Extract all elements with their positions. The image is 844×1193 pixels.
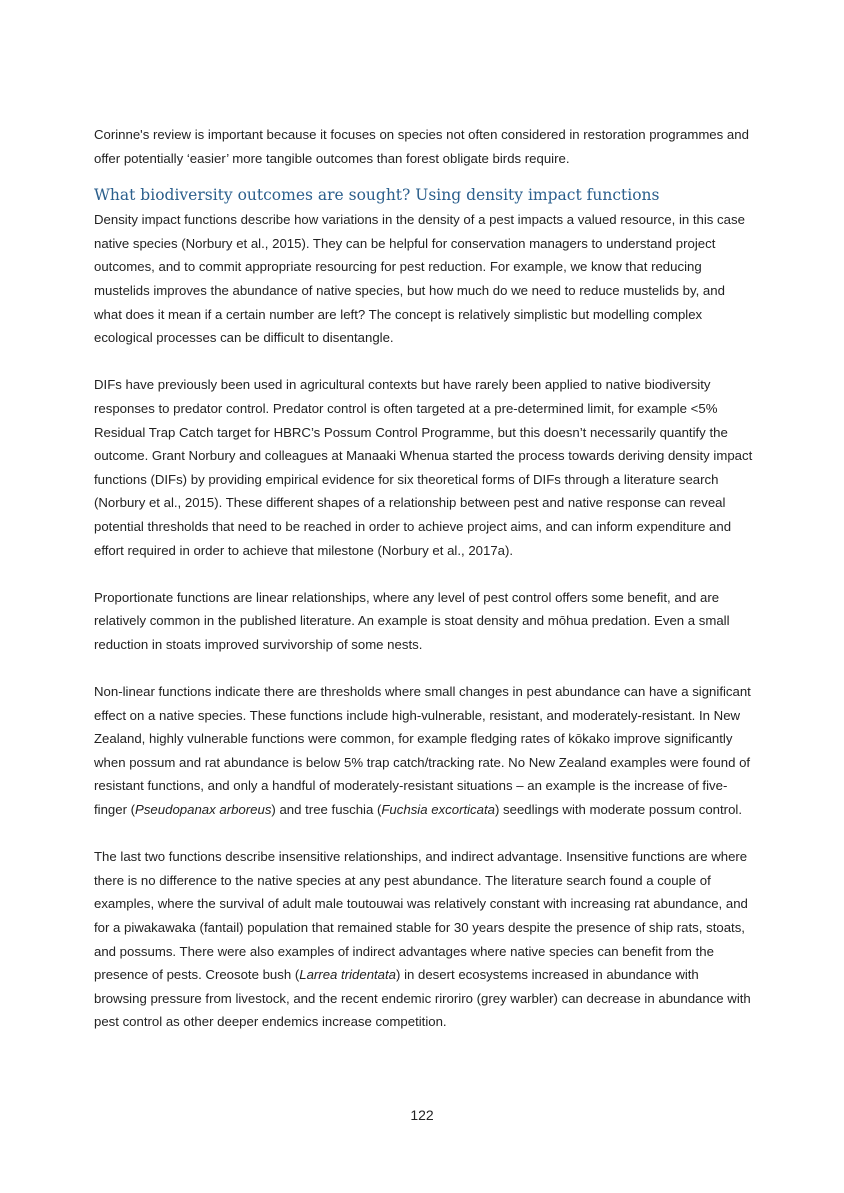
paragraph-non-linear (94, 680, 754, 822)
section-heading: What biodiversity outcomes are sought? Using density impact functions (94, 186, 660, 205)
paragraph-text: ) seedlings with moderate possum control. (494, 802, 742, 818)
species-name: Fuchsia excorticata (381, 802, 495, 818)
intro-paragraph: Corinne's review is important because it focuses on species not often considered in restoration programmes and offer potentially ‘easier’ more tangible outcomes than forest obligate birds require. (94, 127, 749, 166)
paragraph-text: ) and tree fuschia ( (271, 802, 382, 818)
page-body (94, 123, 754, 1058)
paragraph-density-impact: Density impact functions describe how variations in the density of a pest impacts a valued resource, in this case native species (Norbury et al., 2015). They can be helpful for conservation managers to understand project outcomes, and to commit appropriate resourcing for pest reduction. For example, we know that reducing mustelids improves the abundance of native species, but how much do we need to reduce mustelids by, and what does it mean if a certain number are left? The concept is relatively simplistic but modelling complex ecological processes can be difficult to disentangle. (94, 212, 745, 346)
species-name: Pseudopanax arboreus (135, 802, 272, 818)
paragraph-text: Non-linear functions indicate there are thresholds where small changes in pest abundance can have a significant effect on a native species. These functions include high-vulnerable, resistant, and moderately-resistant. In New Zealand, highly vulnerable functions were common, for example fledging rates of kōkako improve significantly when possum and rat abundance is below 5% trap catch/tracking rate. No New Zealand examples were found of resistant functions, and only a handful of moderately-resistant situations – an example is the increase of five-finger ( (94, 684, 751, 818)
species-name: Larrea tridentata (299, 967, 397, 983)
paragraph-insensitive (94, 845, 754, 1034)
paragraph-text: The last two functions describe insensitive relationships, and indirect advantage. Insensitive functions are where there is no difference to the native species at any pest abundance. The literature search found a couple of examples, where the survival of adult male toutouwai was relatively constant with increasing rat abundance, and for a piwakawaka (fantail) population that remained stable for 30 years despite the presence of ship rats, stoats, and possums. There were also examples of indirect advantages where native species can benefit from the presence of pests. Creosote bush ( (94, 849, 748, 983)
paragraph-proportionate: Proportionate functions are linear relationships, where any level of pest control offers some benefit, and are relatively common in the published literature. An example is stoat density and mōhua predation. Even a small reduction in stoats improved survivorship of some nests. (94, 589, 730, 652)
paragraph-difs-history: DIFs have previously been used in agricultural contexts but have rarely been applied to native biodiversity responses to predator control. Predator control is often targeted at a pre-determined limit, for example <5% Residual Trap Catch target for HBRC’s Possum Control Programme, but this doesn’t necessarily quantify the outcome. Grant Norbury and colleagues at Manaaki Whenua started the process towards deriving density impact functions (DIFs) by providing empirical evidence for six theoretical forms of DIFs through a literature search (Norbury et al., 2015). These different shapes of a relationship between pest and native response can reveal potential thresholds that need to be reached in order to achieve project aims, and can inform expenditure and effort required in order to achieve that milestone (Norbury et al., 2017a). (94, 377, 753, 558)
paragraph-text: ) in desert ecosystems increased in abundance with browsing pressure from livestock, and the recent endemic riroriro (grey warbler) can decrease in abundance with pest control as other deeper endemics increase competition. (94, 967, 751, 1030)
page-number: 122 (410, 1107, 434, 1123)
